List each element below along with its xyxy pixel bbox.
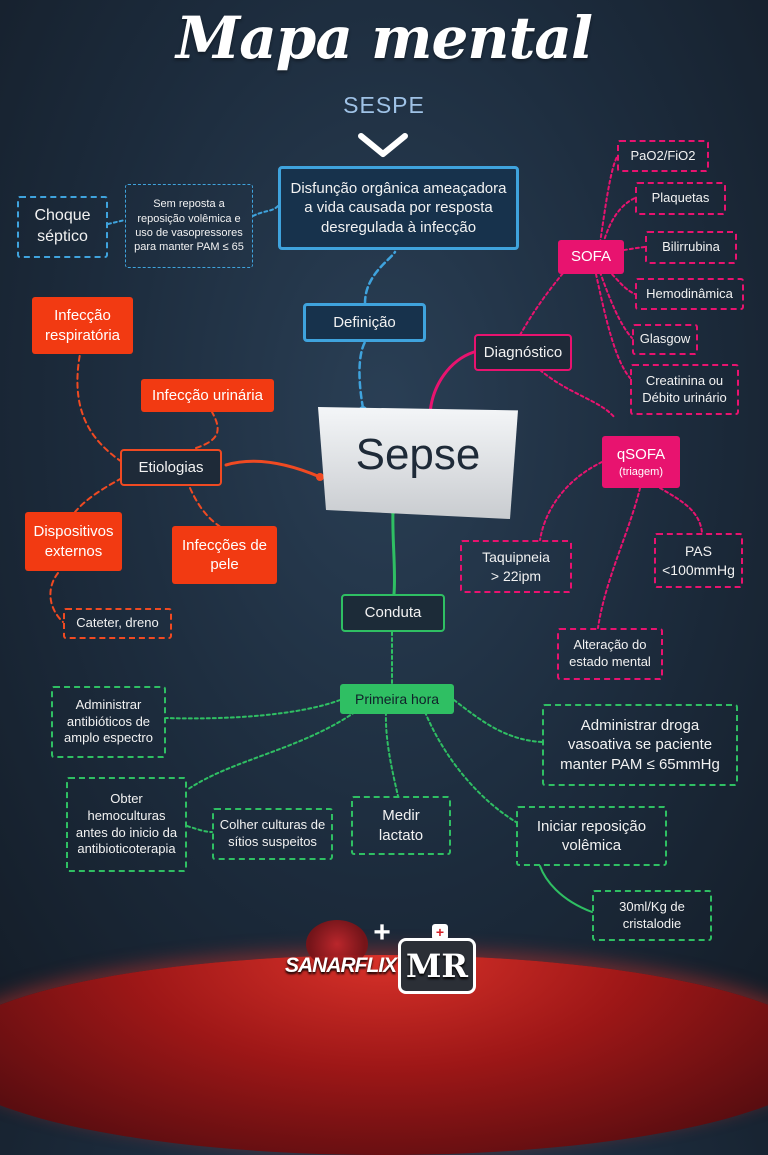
line-etiologias-pele [190, 488, 222, 528]
sofa-pao2: PaO2/FiO2 [617, 140, 709, 172]
line-center-conduta [393, 510, 395, 594]
infeccao-respiratoria: Infecção respiratória [32, 297, 133, 354]
qsofa-taquipneia: Taquipneia > 22ipm [460, 540, 572, 593]
line-note-choque [108, 220, 125, 224]
definicao-text: Disfunção orgânica ameaçadora a vida causada por resposta desregulada à infecção [278, 166, 519, 250]
line-etiologias-dispositivos [75, 478, 122, 512]
obter-hemoculturas: Obter hemoculturas antes do inicio da antibioticoterapia [66, 777, 187, 872]
line-etiologias-urinaria [196, 412, 218, 448]
qsofa-sublabel: (triagem) [618, 465, 663, 478]
definicao-node: Definição [303, 303, 426, 342]
sofa-hemodinamica: Hemodinâmica [635, 278, 744, 310]
sofa-glasgow: Glasgow [632, 324, 698, 355]
line-primeira-antibioticos [166, 700, 340, 718]
droga-vasoativa: Administrar droga vasoativa se paciente manter PAM ≤ 65mmHg [542, 704, 738, 786]
line-etiologias-respiratoria [77, 354, 122, 462]
sofa-plaquetas: Plaquetas [635, 182, 726, 215]
choque-septico: Choque séptico [17, 196, 108, 258]
chevron-down-icon [357, 130, 409, 160]
infeccao-urinaria: Infecção urinária [141, 379, 274, 412]
line-qsofa-pas [660, 488, 702, 533]
colher-culturas: Colher culturas de sítios suspeitos [212, 808, 333, 860]
qsofa-mental: Alteração do estado mental [557, 628, 663, 680]
footer-arc [0, 955, 768, 1155]
etiologias-node: Etiologias [120, 449, 222, 486]
qsofa-label: qSOFA [616, 446, 666, 464]
sanarflix-logo: SANARFLIX [285, 954, 397, 977]
diagnostico-node: Diagnóstico [474, 334, 572, 371]
line-sofa-plaquetas [603, 198, 635, 244]
line-primeira-lactato [386, 712, 398, 796]
sofa-bilirrubina: Bilirrubina [645, 231, 737, 264]
center-label: Sepse [355, 430, 481, 479]
cristaloide: 30ml/Kg de cristalodie [592, 890, 712, 941]
mr-logo: MR [398, 938, 476, 994]
sofa-node: SOFA [558, 240, 624, 274]
line-center-diagnostico [430, 352, 474, 414]
dispositivos-externos: Dispositivos externos [25, 512, 122, 571]
primeira-hora: Primeira hora [340, 684, 454, 714]
administrar-antibioticos: Administrar antibióticos de amplo espectro [51, 686, 166, 758]
line-dispositivos-cateter [50, 573, 63, 622]
line-text-note [253, 206, 278, 216]
line-sofa-creatinina [596, 274, 630, 378]
line-qsofa-mental [598, 488, 640, 628]
reposicao-volemica: Iniciar reposição volêmica [516, 806, 667, 866]
line-primeira-droga [454, 700, 542, 742]
line-hemoculturas-culturas [187, 826, 212, 832]
page-subtitle: SESPE [343, 92, 425, 118]
page-title: Mapa mental [176, 4, 592, 72]
line-diagnostico-qsofa [540, 370, 615, 418]
medical-cross-icon: + [432, 924, 448, 940]
conduta-node: Conduta [341, 594, 445, 632]
line-qsofa-taquipneia [540, 462, 602, 540]
line-primeira-hemoculturas [187, 712, 355, 790]
qsofa-node [602, 436, 680, 488]
line-center-definicao [359, 342, 365, 408]
infeccoes-pele: Infecções de pele [172, 526, 277, 584]
medir-lactato: Medir lactato [351, 796, 451, 855]
line-sofa-glasgow [600, 272, 632, 338]
sofa-creatinina: Creatinina ou Débito urinário [630, 364, 739, 415]
line-definicao-text [365, 252, 395, 303]
line-center-etiologias [226, 461, 320, 477]
plus-icon: + [373, 916, 391, 949]
qsofa-pas: PAS <100mmHg [654, 533, 743, 588]
choque-note: Sem reposta a reposição volêmica e uso de vasopressores para manter PAM ≤ 65 [125, 184, 253, 268]
cateter-dreno: Cateter, dreno [63, 608, 172, 639]
line-reposicao-cristaloide [540, 866, 592, 912]
